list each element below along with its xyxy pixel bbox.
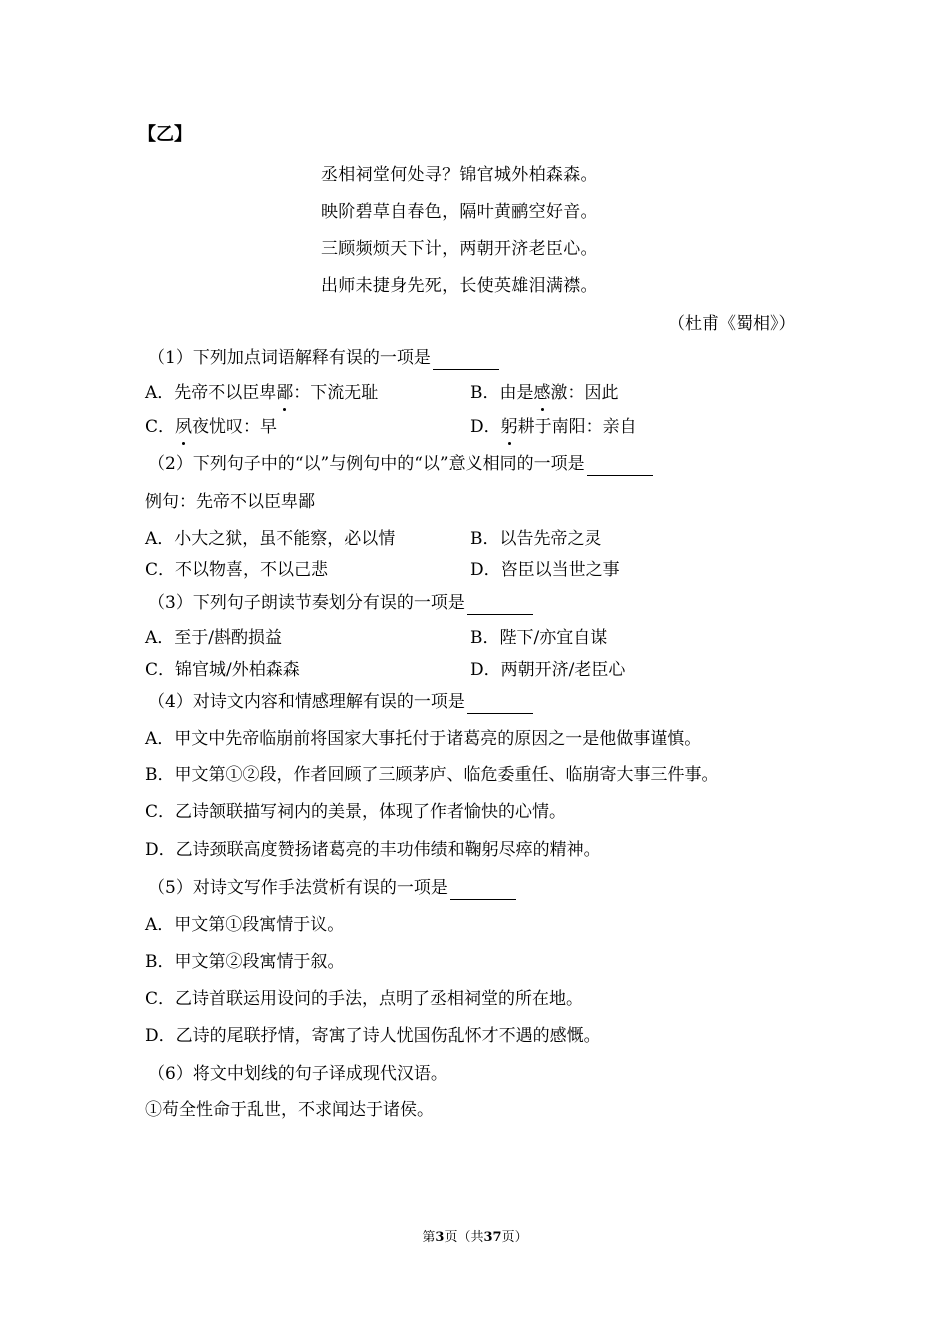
question-4-stem	[148, 690, 533, 714]
poem-line: 映阶碧草自春色，隔叶黄鹂空好音。	[321, 202, 598, 222]
answer-blank	[450, 881, 516, 900]
question-1-stem	[148, 346, 499, 370]
question-text: （4）对诗文内容和情感理解有误的一项是	[148, 692, 465, 712]
question-6-stem: （6）将文中划线的句子译成现代汉语。	[148, 1064, 448, 1084]
question-3-option-c: C．锦官城/外柏森森	[145, 660, 300, 680]
total-pages: 37	[483, 1230, 502, 1245]
question-3-stem	[148, 591, 533, 615]
poem-line: 出师未捷身先死，长使英雄泪满襟。	[321, 276, 598, 296]
question-1-option-c	[145, 415, 277, 439]
option-text: 激：因此	[550, 383, 619, 403]
question-3-option-b: B．陛下/亦宜自谋	[470, 628, 608, 648]
dotted-word: 鄙	[276, 383, 294, 403]
question-2-stem	[148, 452, 653, 476]
poem-line: 三顾频烦天下计，两朝开济老臣心。	[321, 239, 598, 259]
answer-blank	[587, 457, 653, 476]
question-4-option-a: A．甲文中先帝临崩前将国家大事托付于诸葛亮的原因之一是他做事谨慎。	[145, 729, 702, 749]
question-2-option-b: B．以告先帝之灵	[470, 529, 602, 549]
dotted-word: 感	[533, 383, 551, 403]
question-5-option-a: A．甲文第①段寓情于议。	[145, 915, 345, 935]
question-5-option-c: C．乙诗首联运用设问的手法，点明了丞相祠堂的所在地。	[145, 989, 584, 1009]
question-text: （3）下列句子朗读节奏划分有误的一项是	[148, 593, 465, 613]
question-1-option-d	[470, 415, 637, 439]
question-text: （5）对诗文写作手法赏析有误的一项是	[148, 878, 448, 898]
answer-blank	[467, 596, 533, 615]
option-text: A．先帝不以臣卑	[145, 383, 277, 403]
question-text: （2）下列句子中的“以”与例句中的“以”意义相同的一项是	[148, 454, 585, 474]
footer-text: 页（共	[444, 1230, 484, 1245]
question-5-option-d: D．乙诗的尾联抒情，寄寓了诗人忧国伤乱怀才不遇的感慨。	[145, 1026, 601, 1046]
option-text: 夜忧叹：早	[192, 417, 278, 437]
poem-line: 丞相祠堂何处寻？锦官城外柏森森。	[321, 165, 598, 185]
poem-attribution: （杜甫《蜀相》）	[668, 314, 796, 334]
question-1-option-a	[145, 381, 378, 405]
question-3-option-a: A．至于/斟酌损益	[145, 628, 283, 648]
question-2-option-d: D．咨臣以当世之事	[470, 560, 620, 580]
option-text: D．	[470, 417, 501, 437]
question-2-example: 例句：先帝不以臣卑鄙	[145, 492, 315, 512]
page-number: 3	[435, 1230, 445, 1245]
question-2-option-a: A．小大之狱，虽不能察，必以情	[145, 529, 396, 549]
question-6-item-1: ①苟全性命于乱世，不求闻达于诸侯。	[145, 1100, 434, 1120]
question-4-option-c: C．乙诗颔联描写祠内的美景，体现了作者愉快的心情。	[145, 802, 567, 822]
option-text: C．	[145, 417, 176, 437]
option-text: 耕于南阳：亲自	[517, 417, 637, 437]
answer-blank	[433, 351, 499, 370]
page-footer	[0, 1226, 950, 1245]
option-text: B．由是	[470, 383, 534, 403]
question-4-option-d: D．乙诗颈联高度赞扬诸葛亮的丰功伟绩和鞠躬尽瘁的精神。	[145, 840, 601, 860]
answer-blank	[467, 695, 533, 714]
question-1-option-b	[470, 381, 619, 405]
dotted-word: 躬	[500, 417, 518, 437]
question-5-stem	[148, 876, 516, 900]
question-5-option-b: B．甲文第②段寓情于叙。	[145, 952, 345, 972]
question-text: （1）下列加点词语解释有误的一项是	[148, 348, 431, 368]
dotted-word: 夙	[175, 417, 193, 437]
section-heading: 【乙】	[138, 124, 192, 145]
question-2-option-c: C．不以物喜，不以己悲	[145, 560, 329, 580]
footer-text: 页）	[501, 1230, 528, 1245]
question-3-option-d: D．两朝开济/老臣心	[470, 660, 626, 680]
question-4-option-b: B．甲文第①②段，作者回顾了三顾茅庐、临危委重任、临崩寄大事三件事。	[145, 765, 719, 785]
footer-text: 第	[422, 1230, 436, 1245]
option-text: ：下流无耻	[293, 383, 379, 403]
